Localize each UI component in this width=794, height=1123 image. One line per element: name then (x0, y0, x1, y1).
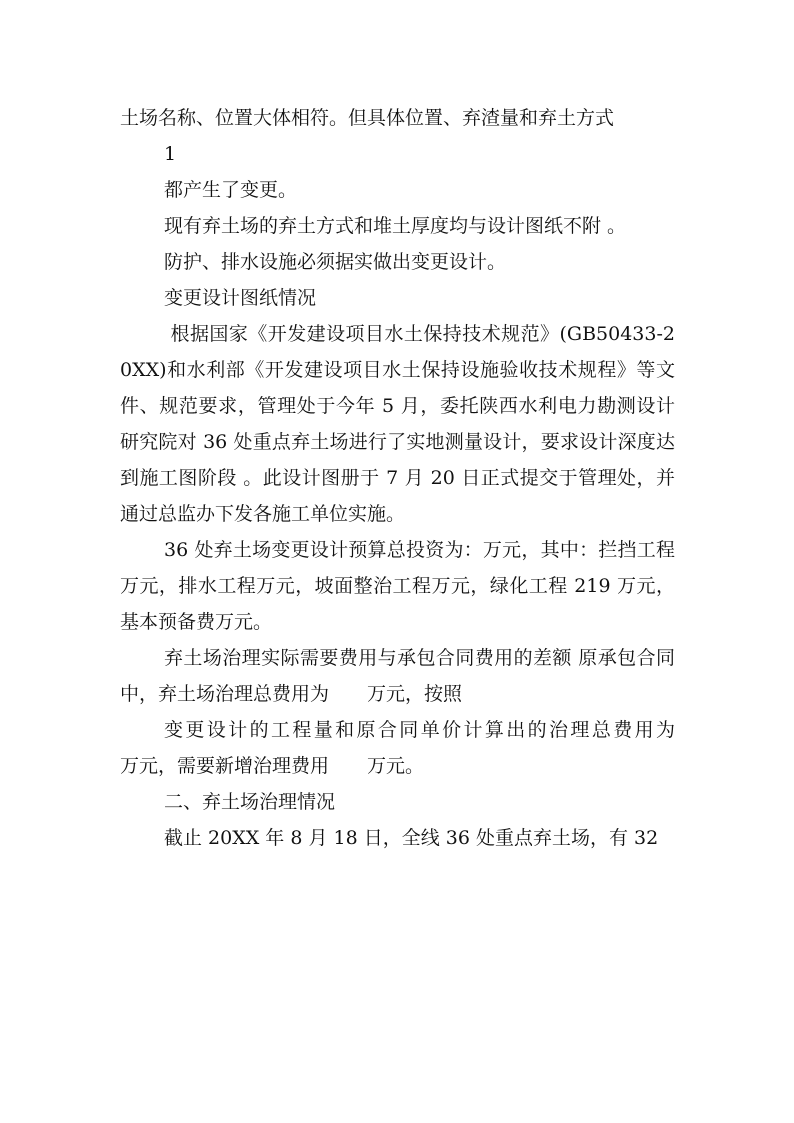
paragraph-3: 现有弃土场的弃土方式和堆土厚度均与设计图纸不附 。 (164, 215, 627, 237)
paragraph-1: 土场名称、位置大体相符。但具体位置、弃渣量和弃土方式 (120, 107, 615, 129)
paragraph-7: 弃土场治理实际需要费用与承包合同费用的差额 原承包合同中，弃土场治理总费用为 万元，按照 (120, 647, 675, 705)
paragraph-2: 都产生了变更。 (164, 179, 298, 201)
document-body (120, 100, 714, 856)
page-number: 1 (164, 143, 177, 165)
paragraph-5: 根据国家《开发建设项目水土保持技术规范》(GB50433-20XX)和水利部《开发建设项目水土保持设施验收技术规程》等文件、规范要求，管理处于今年 5 月，委托陕西水利电力勘测设计研究院对 36 处重点弃土场进行了实地测量设计，要求设计深度达到施工图阶段 。此设计图册于 7 月 20 日正式提交于管理处，并通过总监办下发各施工单位实施。 (120, 323, 675, 525)
paragraph-4: 防护、排水设施必须据实做出变更设计。 (164, 251, 507, 273)
paragraph-9: 截止 20XX 年 8 月 18 日，全线 36 处重点弃土场，有 32 (164, 827, 659, 849)
section-heading-design-drawings: 变更设计图纸情况 (164, 287, 317, 309)
paragraph-8: 变更设计的工程量和原合同单价计算出的治理总费用为 万元，需要新增治理费用 万元。 (120, 719, 714, 777)
paragraph-6: 36 处弃土场变更设计预算总投资为：万元，其中：拦挡工程万元，排水工程万元，坡面整治工程万元，绿化工程 219 万元，基本预备费万元。 (120, 539, 675, 633)
section-heading-treatment: 二、弃土场治理情况 (164, 791, 336, 813)
